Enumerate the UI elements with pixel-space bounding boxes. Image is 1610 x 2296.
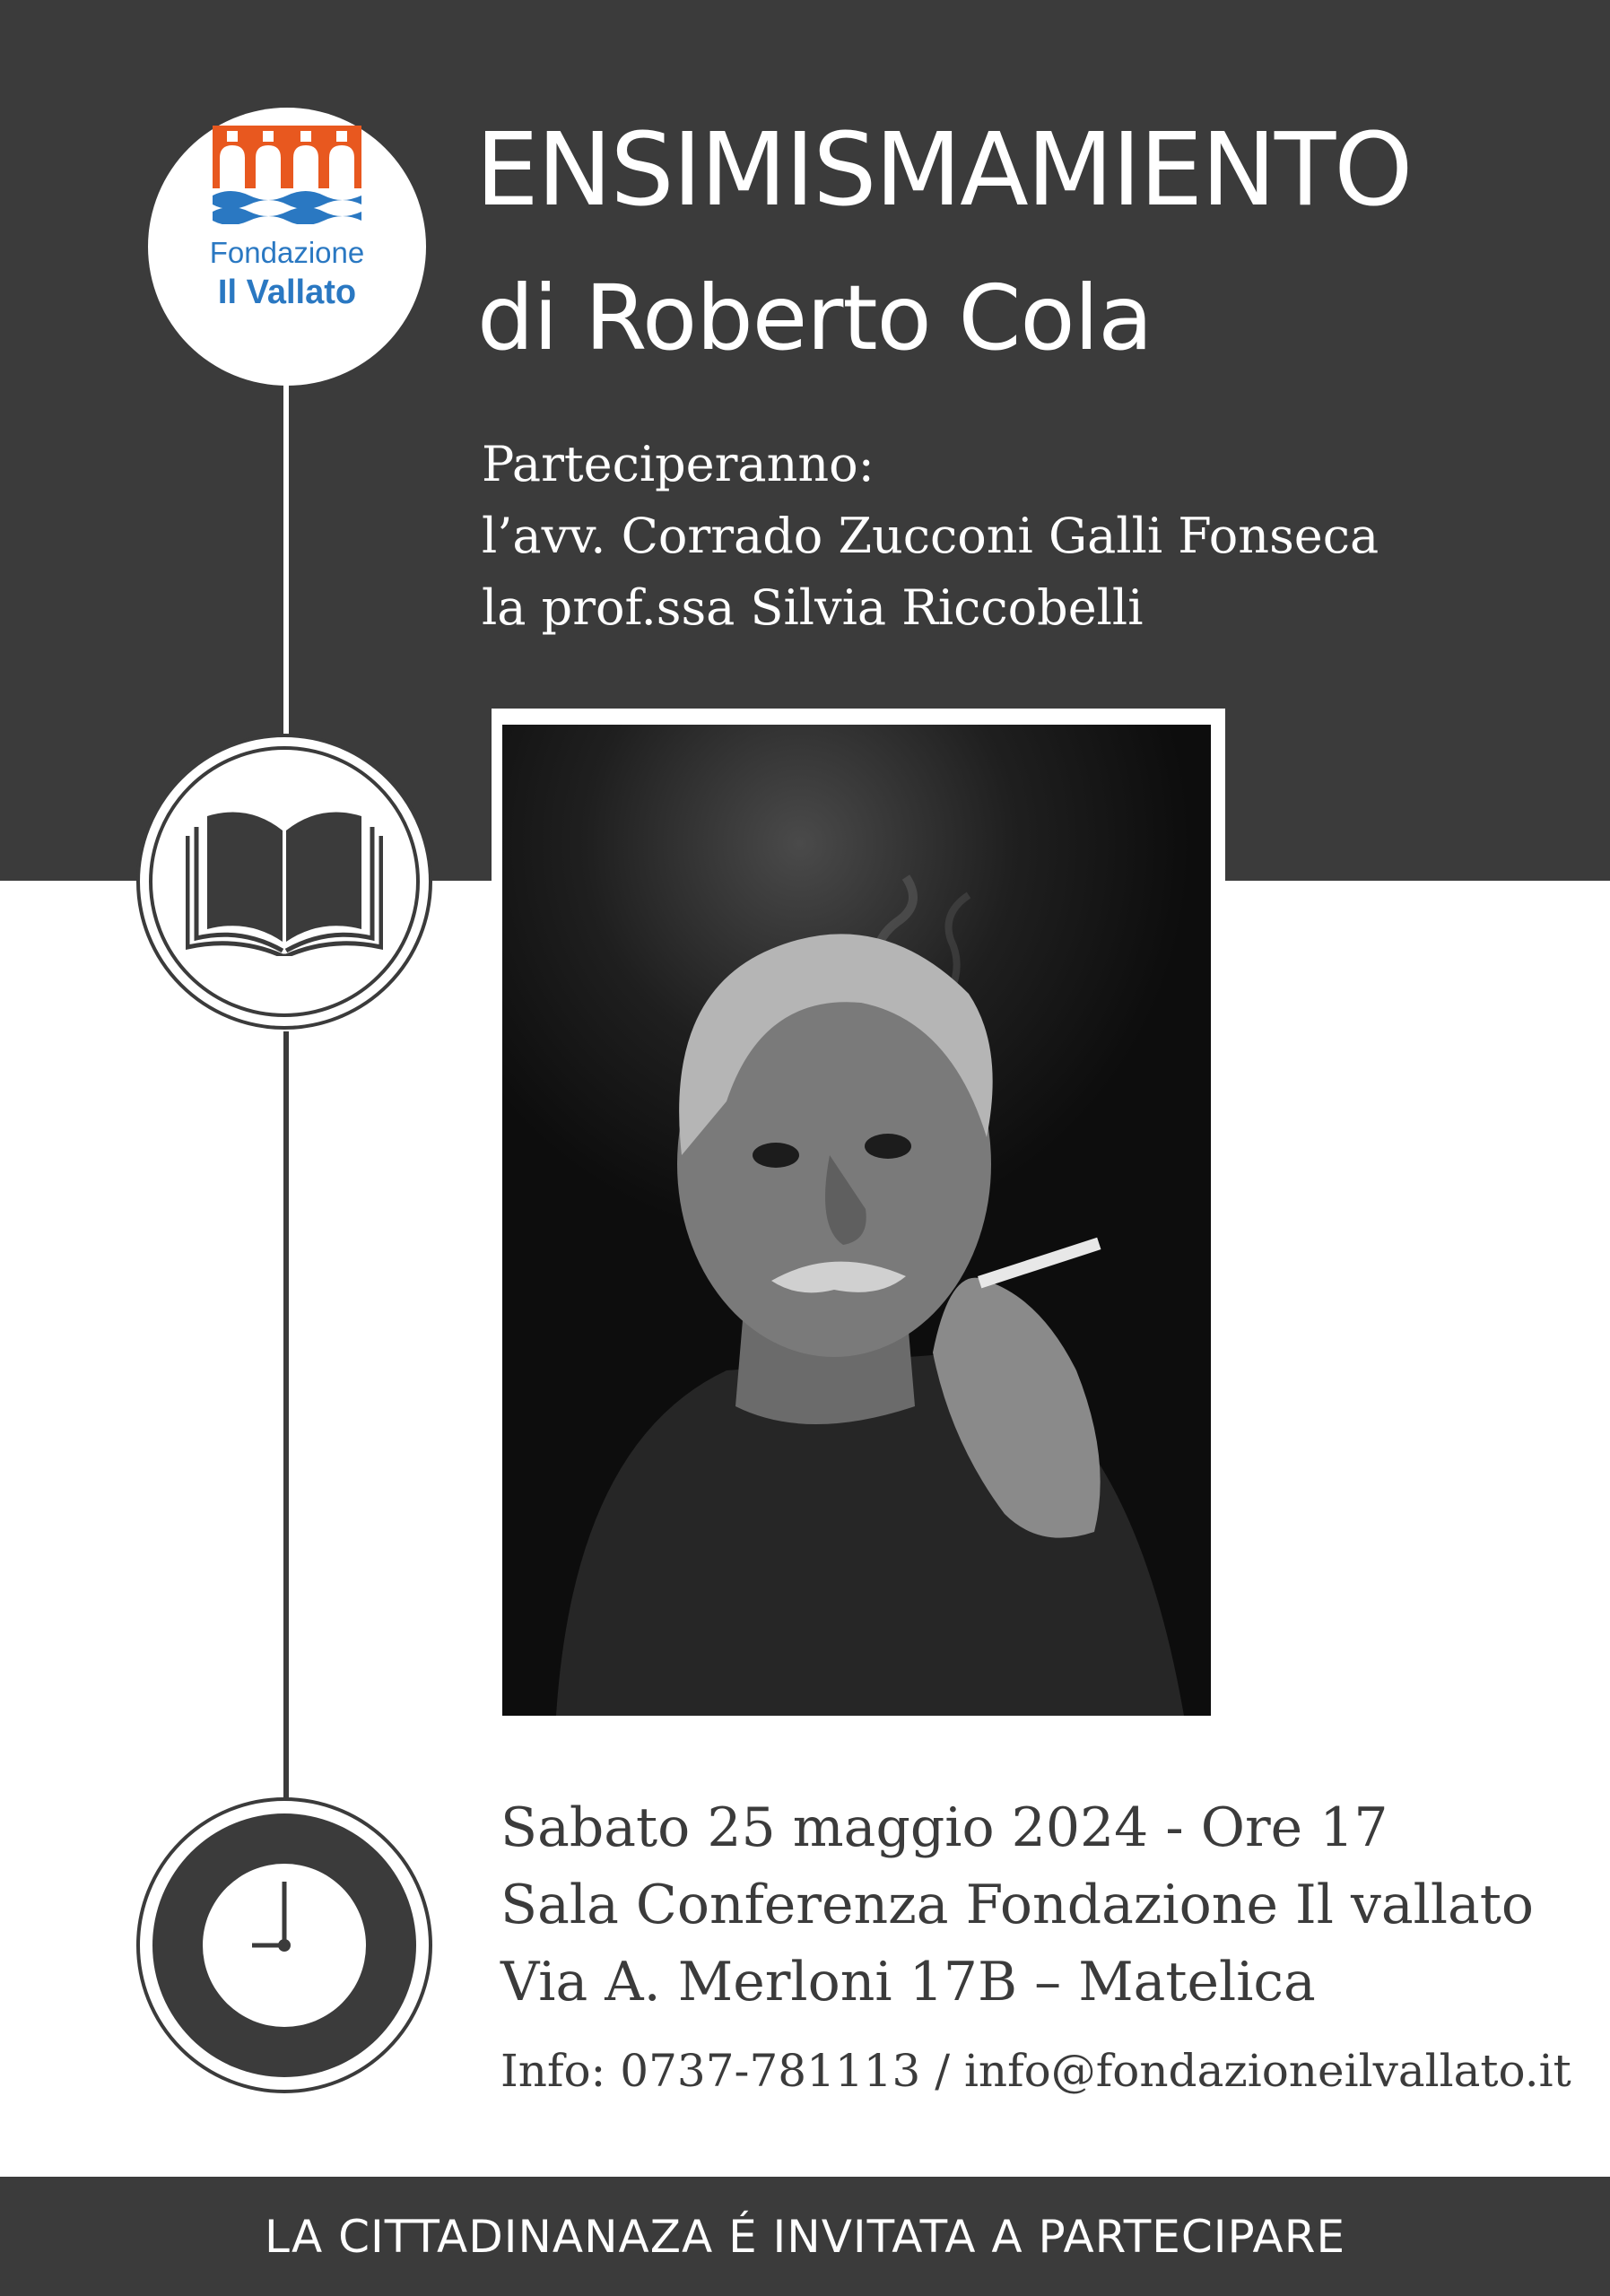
event-subtitle: di Roberto Cola — [477, 265, 1153, 370]
event-details — [500, 1789, 1534, 2021]
open-book-icon — [186, 804, 383, 956]
clock-icon — [203, 1864, 366, 2027]
event-address: Via A. Merloni 17B – Matelica — [500, 1951, 1316, 2013]
clock-face — [203, 1864, 366, 2027]
footer-band — [0, 2177, 1610, 2296]
participants-heading: Parteciperanno: — [482, 436, 875, 492]
event-venue: Sala Conferenza Fondazione Il vallato — [500, 1874, 1535, 1936]
logo-badge — [148, 108, 426, 386]
footer-invitation-text: LA CITTADINANAZA É INVITATA A PARTECIPARE — [264, 2210, 1346, 2263]
timeline-line-top — [283, 377, 289, 735]
logo-text-fondazione: Fondazione — [209, 236, 365, 269]
book-badge — [136, 734, 432, 1030]
clock-ring — [152, 1813, 416, 2077]
event-date-time: Sabato 25 maggio 2024 - Ore 17 — [500, 1796, 1388, 1859]
contact-info: Info: 0737-781113 / info@fondazioneilvallato.it — [500, 2045, 1571, 2097]
logo-text-vallato: Il Vallato — [217, 274, 357, 311]
participant-item: la prof.ssa Silvia Riccobelli — [482, 579, 1144, 636]
participant-item: l’avv. Corrado Zucconi Galli Fonseca — [482, 508, 1379, 564]
fondazione-logo-icon — [213, 126, 361, 224]
event-title: ENSIMISMAMIENTO — [475, 112, 1412, 229]
timeline-line-middle — [283, 1031, 289, 1803]
participants-block — [482, 429, 1379, 644]
author-portrait-photo — [502, 725, 1211, 1716]
author-portrait-illustration — [502, 725, 1211, 1716]
clock-badge — [136, 1797, 432, 2093]
